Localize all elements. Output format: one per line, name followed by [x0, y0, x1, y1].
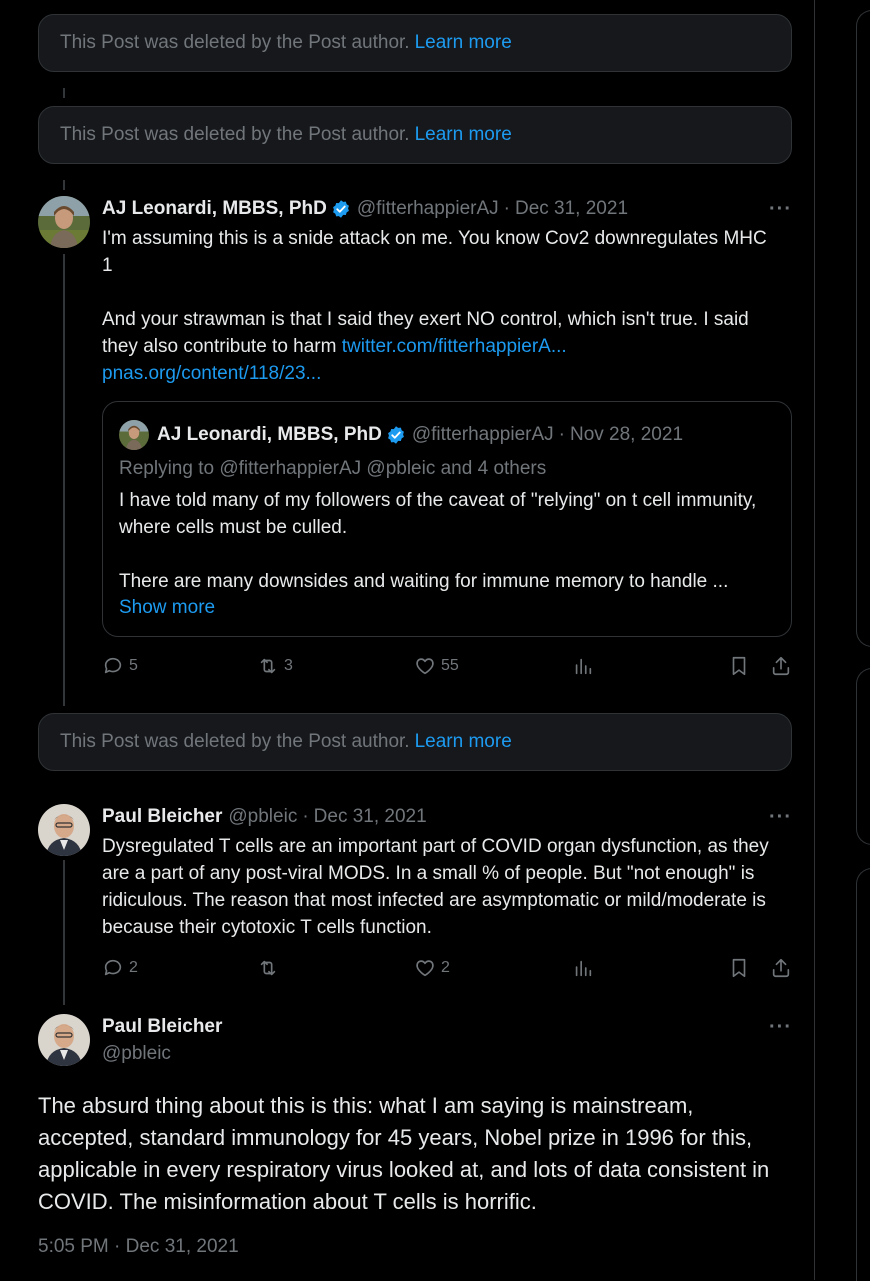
share-button[interactable]: [770, 957, 797, 979]
author-handle[interactable]: @pbleic: [102, 1043, 171, 1064]
post-body: I'm assuming this is a snide attack on me. You know Cov2 downregulates MHC 1 And your strawman is that I said they exert NO control, which isn't true. I said they also contribute to harm: [102, 228, 767, 357]
reply-button[interactable]: [102, 957, 138, 979]
author-handle[interactable]: @fitterhappierAJ: [356, 198, 499, 219]
main-post-text: The absurd thing about this is this: what I am saying is mainstream, accepted, standard immunology for 45 years, Nobel prize in 1996 for this, applicable in every respiratory virus looked at, and lots of data consistent in COVID. The misinformation about T cells is horrific.: [38, 1093, 770, 1214]
quoted-post[interactable]: [102, 401, 792, 637]
reply-count: 5: [129, 657, 138, 674]
quote-author-name: AJ Leonardi, MBBS, PhD: [157, 424, 382, 445]
avatar-aj-leonardi-small: [119, 420, 149, 450]
like-button[interactable]: [414, 957, 450, 979]
bookmark-icon: [728, 957, 750, 979]
show-more-link[interactable]: Show more: [119, 597, 216, 618]
deleted-post-notice: [38, 106, 792, 164]
deleted-post-notice: [38, 713, 792, 771]
like-count: 55: [441, 657, 459, 674]
share-icon: [770, 655, 792, 677]
sidebar-card: [856, 10, 870, 647]
sidebar-card: [856, 868, 870, 1281]
post-date[interactable]: Dec 31, 2021: [514, 198, 629, 219]
views-button[interactable]: [572, 655, 599, 677]
verified-badge-icon: [386, 425, 406, 445]
verified-badge-icon: [331, 199, 351, 219]
views-icon: [572, 655, 594, 677]
repost-icon: [257, 655, 279, 677]
thread-line: [63, 180, 65, 190]
author-name[interactable]: Paul Bleicher: [102, 806, 223, 827]
learn-more-link[interactable]: Learn more: [414, 124, 512, 145]
post-timestamp[interactable]: 5:05 PM · Dec 31, 2021: [38, 1236, 239, 1257]
bookmark-icon: [728, 655, 750, 677]
separator-dot: ·: [503, 198, 510, 219]
quote-author-handle: @fitterhappierAJ: [411, 424, 554, 445]
author-name[interactable]: Paul Bleicher: [102, 1016, 223, 1037]
tweet-link[interactable]: twitter.com/fitterhappierA...: [341, 336, 567, 357]
bookmark-button[interactable]: [728, 655, 755, 677]
like-button[interactable]: [414, 655, 459, 677]
more-options-icon[interactable]: ···: [769, 1016, 792, 1038]
author-name[interactable]: AJ Leonardi, MBBS, PhD: [102, 198, 327, 219]
replying-to: Replying to @fitterhappierAJ @pbleic and 4 others: [119, 458, 547, 479]
separator-dot: ·: [558, 424, 565, 445]
thread-line: [63, 88, 65, 98]
deleted-post-notice: [38, 14, 792, 72]
author-handle[interactable]: @pbleic: [228, 806, 298, 827]
share-button[interactable]: [770, 655, 797, 677]
avatar-paul-bleicher[interactable]: [38, 804, 90, 856]
more-options-icon[interactable]: ···: [769, 198, 792, 220]
repost-count: 3: [284, 657, 293, 674]
reply-button[interactable]: [102, 655, 138, 677]
share-icon: [770, 957, 792, 979]
like-icon: [414, 655, 436, 677]
post-date[interactable]: Dec 31, 2021: [313, 806, 427, 827]
like-icon: [414, 957, 436, 979]
deleted-notice-text: This Post was deleted by the Post author.: [60, 731, 410, 752]
post-actions: [102, 957, 796, 983]
views-icon: [572, 957, 594, 979]
learn-more-link[interactable]: Learn more: [414, 32, 512, 53]
like-count: 2: [441, 959, 450, 976]
quote-header: [157, 424, 683, 446]
deleted-notice-text: This Post was deleted by the Post author.: [60, 32, 410, 53]
post-text: [102, 225, 782, 387]
repost-icon: [257, 957, 279, 979]
column-divider: [814, 0, 815, 1280]
learn-more-link[interactable]: Learn more: [414, 731, 512, 752]
reply-count: 2: [129, 959, 138, 976]
main-post-name: [102, 1016, 222, 1038]
avatar-aj-leonardi[interactable]: [38, 196, 90, 248]
quote-date: Nov 28, 2021: [569, 424, 684, 445]
bookmark-button[interactable]: [728, 957, 755, 979]
repost-button[interactable]: [257, 655, 293, 677]
main-post-handle: [102, 1043, 171, 1065]
sidebar-card: [856, 668, 870, 845]
reply-icon: [102, 655, 124, 677]
quote-text: I have told many of my followers of the caveat of "relying" on t cell immunity, where cells must be culled. There are many downsides and waiting for immune memory to handle ...: [119, 490, 757, 592]
thread-line: [63, 860, 65, 1005]
repost-button[interactable]: [257, 957, 284, 979]
reply-icon: [102, 957, 124, 979]
views-button[interactable]: [572, 957, 599, 979]
avatar-paul-bleicher[interactable]: [38, 1014, 90, 1066]
thread-line: [63, 254, 65, 706]
deleted-notice-text: This Post was deleted by the Post author.: [60, 124, 410, 145]
post-header: [102, 806, 427, 828]
more-options-icon[interactable]: ···: [769, 806, 792, 828]
separator-dot: ·: [302, 806, 309, 827]
post-text: Dysregulated T cells are an important part of COVID organ dysfunction, as they are a part of any post-viral MODS. In a small % of people. But "not enough" is ridiculous. The reason that most infected are asymptomatic or mild/moderate is because their cytotoxic T cells function.: [102, 836, 769, 938]
pnas-link[interactable]: pnas.org/content/118/23...: [102, 363, 322, 384]
post-actions: [102, 655, 796, 681]
post-header: [102, 198, 628, 220]
